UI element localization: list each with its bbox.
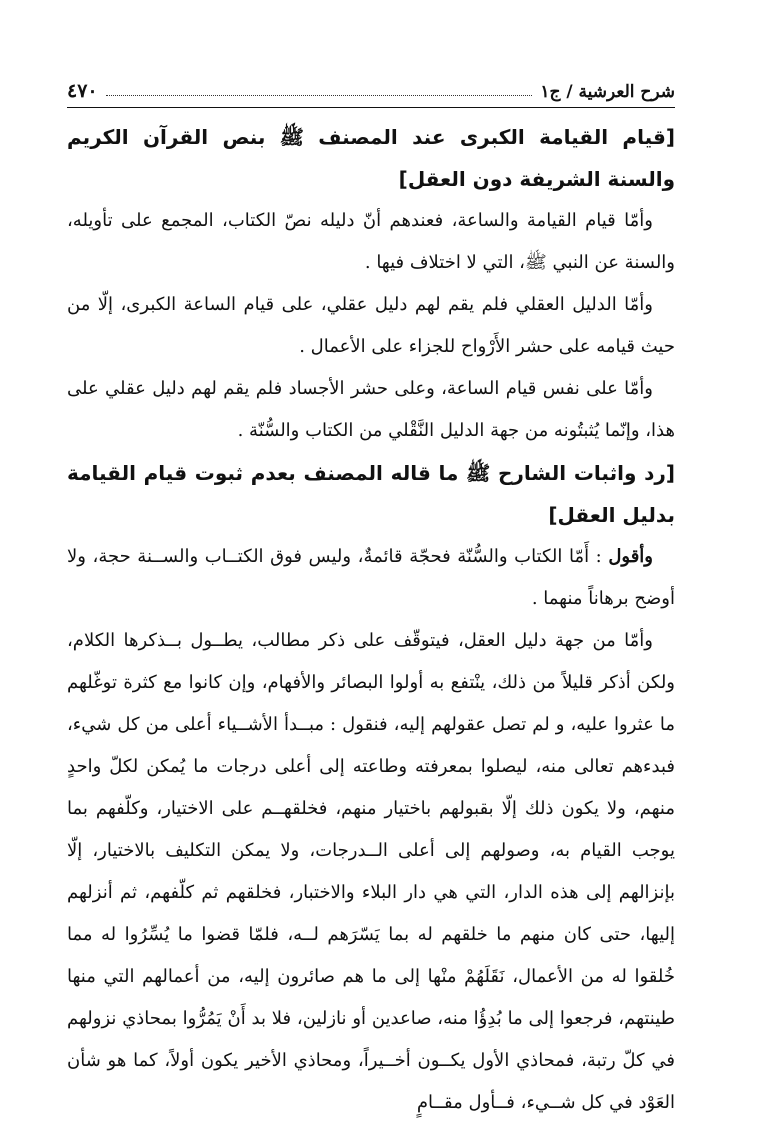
header-rule xyxy=(67,107,675,108)
section-heading: [قيام القيامة الكبرى عند المصنف ﷺ بنص القرآن الكريم والسنة الشريفة دون العقل] xyxy=(67,125,675,191)
page-header xyxy=(67,72,675,102)
paragraph: وأمّا قيام القيامة والساعة، فعندهم أنّ دليله نصّ الكتاب، المجمع على تأويله، والسنة عن النبي ﷺ، التي لا اختلاف فيها . xyxy=(67,210,675,273)
paragraph xyxy=(67,536,675,620)
running-title: شرح العرشية / ج١ xyxy=(540,82,675,102)
page-number: ٤٧٠ xyxy=(67,80,98,102)
paragraph: وأمّا على نفس قيام الساعة، وعلى حشر الأجساد فلم يقم لهم دليل عقلي على هذا، وإنّما يُثبتُونه من جهة الدليل النَّقْلي من الكتاب والسُّنّة . xyxy=(67,378,675,441)
paragraph: وأمّا الدليل العقلي فلم يقم لهم دليل عقلي، على قيام الساعة الكبرى، إلّا من حيث قيامه على حشر الأَرْواح للجزاء على الأعمال . xyxy=(67,294,675,357)
section-heading: [رد واثبات الشارح ﷺ ما قاله المصنف بعدم ثبوت قيام القيامة بدليل العقل] xyxy=(67,461,675,527)
header-dotted-leader xyxy=(106,95,533,96)
paragraph-lead: وأقول xyxy=(608,546,653,567)
page-body xyxy=(67,116,675,1124)
paragraph-text: : أَمّا الكتاب والسُّنّة فحجّة قائمةٌ، وليس فوق الكتــاب والســنة حجة، ولا أوضح برهاناً منهما . xyxy=(67,546,675,609)
paragraph: وأمّا من جهة دليل العقل، فيتوقّف على ذكر مطالب، يطــول بــذكرها الكلام، ولكن أذكر قليلاً من ذلك، ينْتفع به أولوا البصائر والأفهام، وإن كانوا مع كثرة توغّلهم ما عثروا عليه، و لم تصل عقولهم إليه، فنقول : مبــدأ الأشــياء أعلى من كل شيء، فبدءهم تعالى منه، ليصلوا بمعرفته وطاعته إلى أعلى درجات ما يُمكن لكلّ واحدٍ منهم، ولا يكون ذلك إلّا بقبولهم باختيار منهم، فخلقهــم على الاختيار، وكلّفهم بما يوجب القيام به، وصولهم إلى أعلى الــدرجات، ولا يمكن التكليف بالاختيار، إلّا بإنزالهم إلى هذه الدار، التي هي دار البلاء والاختبار، فخلقهم ثم كلّفهم، ثم أنزلهم إليها، حتى كان منهم ما خلقهم له بما يَسّرَهم لــه، فلمّا قضوا ما يُسِّرُوا له مما خُلقوا له من الأعمال، نَقَلَهُمْ منْها إلى ما هم صائرون إليه، من أعمالهم التي منها طينتهم، فرجعوا إلى ما بُدِؤُا منه، صاعدين أو نازلين، فلا بد أَنْ يَمُرُّوا بمحاذي نزولهم في كلّ رتبة، فمحاذي الأول يكــون أخــيراً، ومحاذي الأخير يكون أولاً، كما هو شأن العَوْد في كل شــيء، فــأول مقــامٍ xyxy=(67,630,676,1113)
